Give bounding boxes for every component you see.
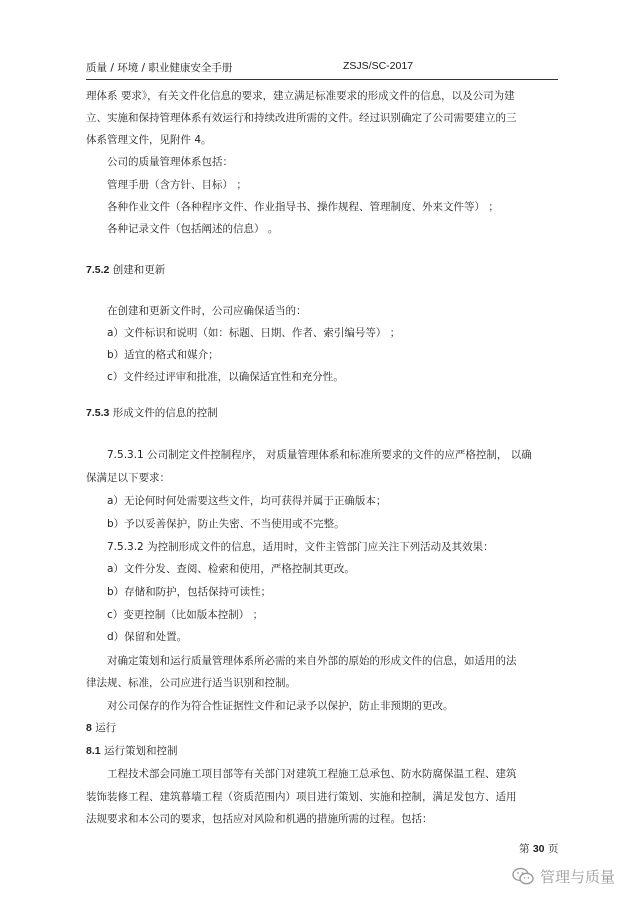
body-line: 在创建和更新文件时，公司应确保适当的： [107,305,307,317]
body-line: 法规要求和本公司的要求，包括应对风险和机遇的措施所需的过程。包括： [86,813,433,825]
body-line: 对公司保存的作为符合性证据性文件和记录予以保护，防止非预期的更改。 [107,700,454,712]
list-item: a）无论何时何处需要这些文件，均可获得并属于正确版本； [107,495,387,507]
list-item: b）予以妥善保护，防止失密、不当使用或不完整。 [107,518,345,530]
body-line: 体系管理文件，见附件 4。 [86,134,212,146]
body-line: 各种记录文件（包括阐述的信息） 。 [107,223,279,235]
body-line: 对确定策划和运行质量管理体系所必需的来自外部的原始的形成文件的信息，如适用的法 [107,655,517,667]
list-item: a）文件分发、查阅、检索和使用，严格控制其更改。 [107,563,355,575]
watermark-text: 管理与质量 [540,867,616,886]
header-rule [86,79,558,80]
body-line: 工程技术部会同施工项目部等有关部门对建筑工程施工总承包、防水防腐保温工程、建筑 [107,768,517,780]
section-heading-7-5-2 [86,263,165,277]
section-number: 7.5.3 [86,407,110,419]
list-item: b）适宜的格式和媒介； [107,349,219,361]
section-title: 创建和更新 [112,264,166,276]
document-code: ZSJS/SC-2017 [343,60,414,72]
body-line: 各种作业文件（各种程序文件、作业指导书、操作规程、管理制度、外来文件等） ； [107,201,499,213]
section-title: 形成文件的信息的控制 [112,407,218,419]
page-prefix: 第 [519,843,530,855]
body-line: 保满足以下要求： [86,472,170,484]
list-item: d）保留和处置。 [107,631,188,643]
body-line: 装饰装修工程、建筑幕墙工程（资质范围内）项目进行策划、实施和控制，满足发包方、适用 [86,791,517,803]
list-item: c）变更控制（比如版本控制） ； [107,609,264,621]
list-item: b）存储和防护，包括保持可读性； [107,586,272,598]
page-value: 30 [532,843,545,855]
body-line: 公司的质量管理体系包括： [107,156,233,168]
wechat-icon [512,867,534,885]
body-line: 7.5.3.1 公司制定文件控制程序， 对质量管理体系和标准所要求的文件的应严格控制， 以确 [107,449,532,461]
list-item: c）文件经过评审和批准，以确保适宜性和充分性。 [107,371,344,383]
section-heading-7-5-3 [86,406,218,420]
section-number: 7.5.2 [86,264,110,276]
body-line: 7.5.3.2 为控制形成文件的信息，适用时，文件主管部门应关注下列活动及其效果： [107,541,494,553]
body-line: 律法规、标准，公司应进行适当识别和控制。 [86,677,296,689]
body-line: 管理手册（含方针、目标） ； [107,179,247,191]
section-heading-8-1 [86,744,177,758]
header-title: 质量 / 环境 / 职业健康安全手册 [86,62,233,74]
section-number: 8.1 [86,745,101,757]
page-suffix: 页 [547,843,559,855]
section-number: 8 [86,722,92,734]
page-number [519,841,558,856]
body-line: 立、实施和保持管理体系有效运行和持续改进所需的文件。经过识别确定了公司需要建立的三 [86,112,517,124]
body-line: 理体系 要求》，有关文件化信息的要求，建立满足标准要求的形成文件的信息，以及公司为建 [86,90,515,102]
section-title: 运行 [95,722,117,734]
section-title: 运行策划和控制 [103,745,178,757]
watermark [512,866,615,886]
section-heading-8 [86,721,116,735]
list-item: a）文件标识和说明（如：标题、日期、作者、索引编号等） ； [107,327,401,339]
